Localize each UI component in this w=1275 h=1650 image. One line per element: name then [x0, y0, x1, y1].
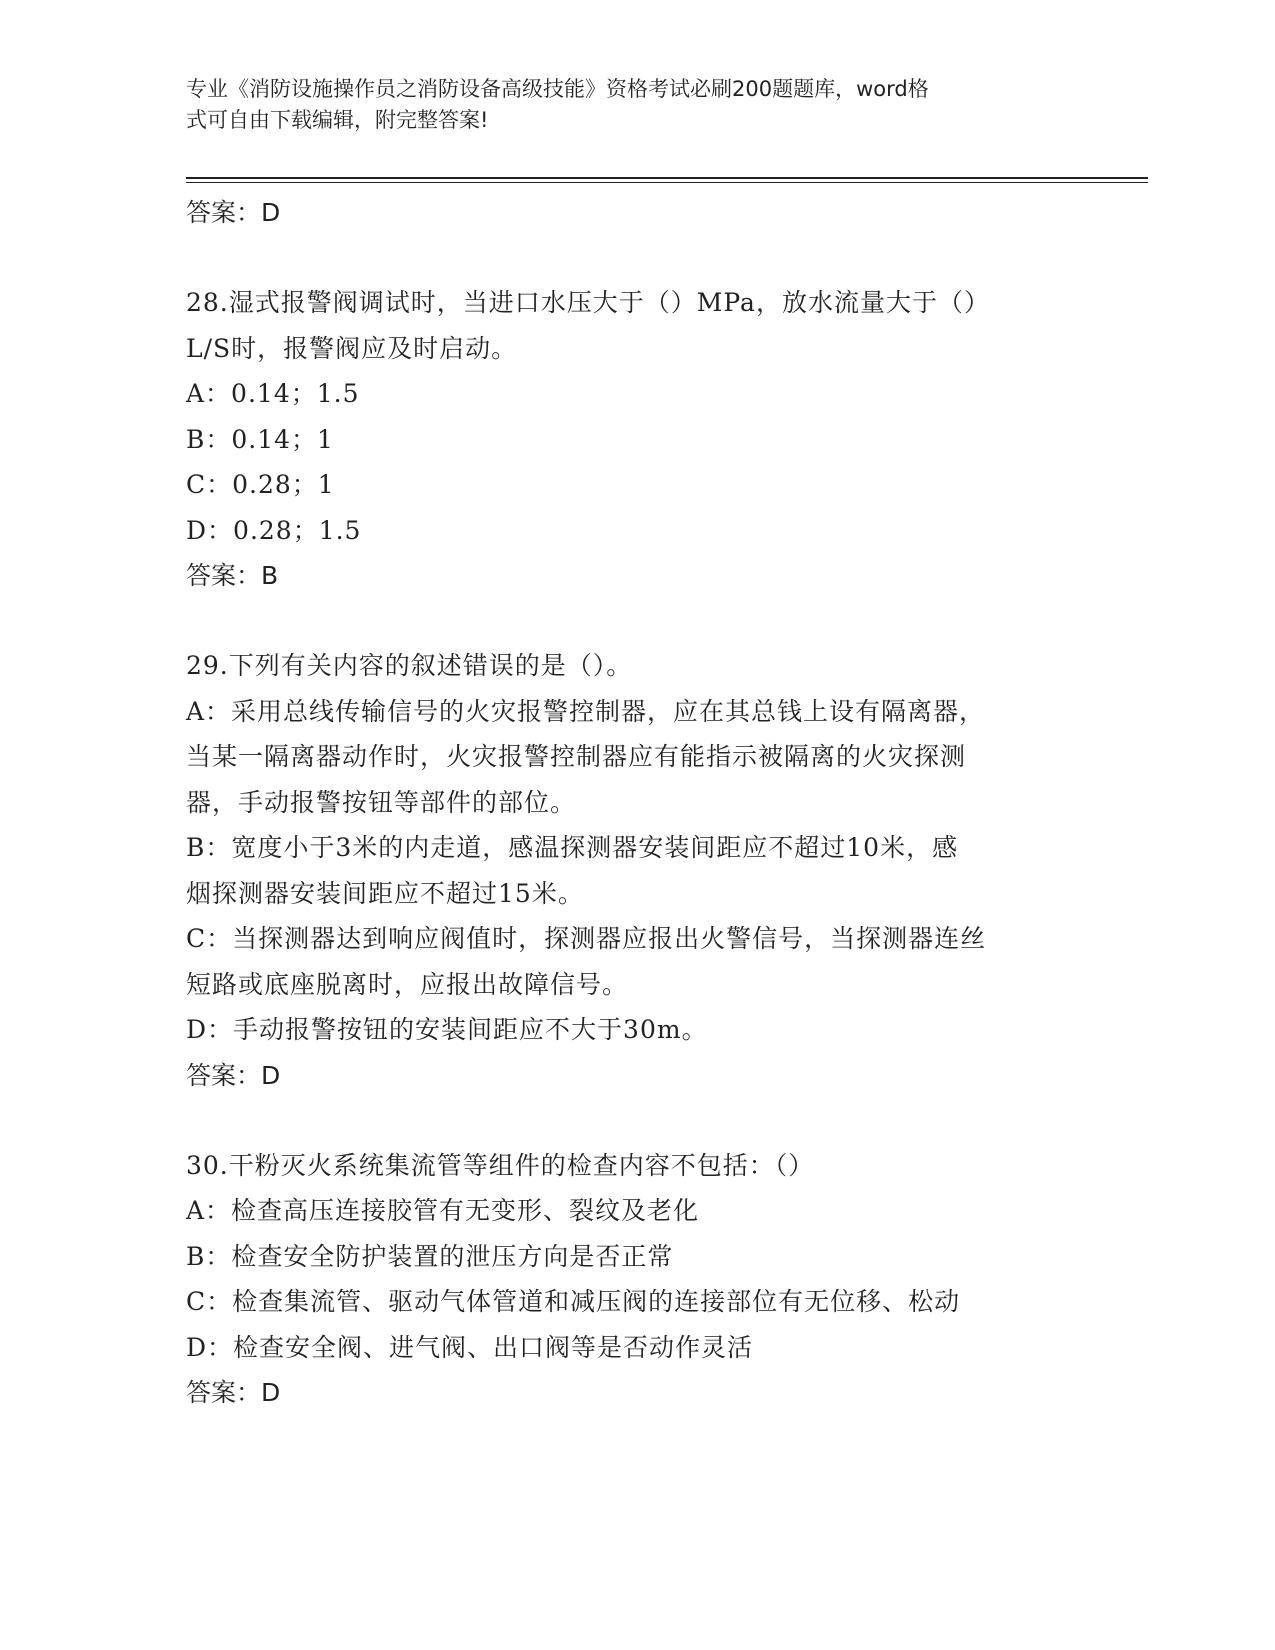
question-30	[186, 1143, 1086, 1417]
option-d: D：0.28；1.5	[186, 515, 362, 545]
question-stem-line: 28.湿式报警阀调试时，当进口水压大于（）MPa，放水流量大于（）	[186, 288, 990, 317]
answer-30: 答案：D	[186, 1378, 281, 1407]
option-c: C：检查集流管、驱动气体管道和减压阀的连接部位有无位移、松动	[186, 1287, 961, 1316]
option-a-cont: 当某一隔离器动作时，火灾报警控制器应有能指示被隔离的火灾探测	[186, 742, 967, 771]
header-line-2: 式可自由下载编辑，附完整答案!	[186, 108, 489, 132]
header-divider-thick	[186, 177, 1148, 179]
answer-29: 答案：D	[186, 1060, 281, 1090]
option-a: A：0.14；1.5	[186, 379, 360, 408]
option-a: A：采用总线传输信号的火灾报警控制器，应在其总钱上设有隔离器，	[186, 696, 986, 726]
header-divider-thin	[186, 182, 1148, 183]
option-b: B：0.14；1	[186, 424, 334, 454]
question-stem-line: 29.下列有关内容的叙述错误的是（）。	[186, 651, 633, 680]
question-list	[186, 190, 1086, 1416]
question-stem-line: 30.干粉灭火系统集流管等组件的检查内容不包括：（）	[186, 1150, 815, 1180]
option-c: C：0.28；1	[186, 470, 335, 499]
question-28	[186, 280, 1086, 599]
header-line-1: 专业《消防设施操作员之消防设备高级技能》资格考试必刷200题题库，word格	[186, 77, 929, 101]
question-stem-line: L/S时，报警阀应及时启动。	[186, 333, 518, 363]
option-c-cont: 短路或底座脱离时，应报出故障信号。	[186, 969, 629, 999]
question-29	[186, 643, 1086, 1099]
option-b: B：宽度小于3米的内走道，感温探测器安装间距应不超过10米，感	[186, 833, 959, 862]
option-a: A：检查高压连接胶管有无变形、裂纹及老化	[186, 1196, 700, 1225]
option-c: C：当探测器达到响应阀值时，探测器应报出火警信号，当探测器连丝	[186, 924, 987, 953]
option-a-cont: 器，手动报警按钮等部件的部位。	[186, 787, 577, 817]
previous-answer: 答案：D	[186, 198, 281, 227]
option-b-cont: 烟探测器安装间距应不超过15米。	[186, 878, 584, 908]
option-b: B：检查安全防护装置的泄压方向是否正常	[186, 1241, 674, 1271]
document-header	[186, 74, 1066, 136]
answer-28: 答案：B	[186, 561, 279, 590]
option-d: D：检查安全阀、进气阀、出口阀等是否动作灵活	[186, 1332, 754, 1362]
option-d: D：手动报警按钮的安装间距应不大于30m。	[186, 1015, 708, 1044]
